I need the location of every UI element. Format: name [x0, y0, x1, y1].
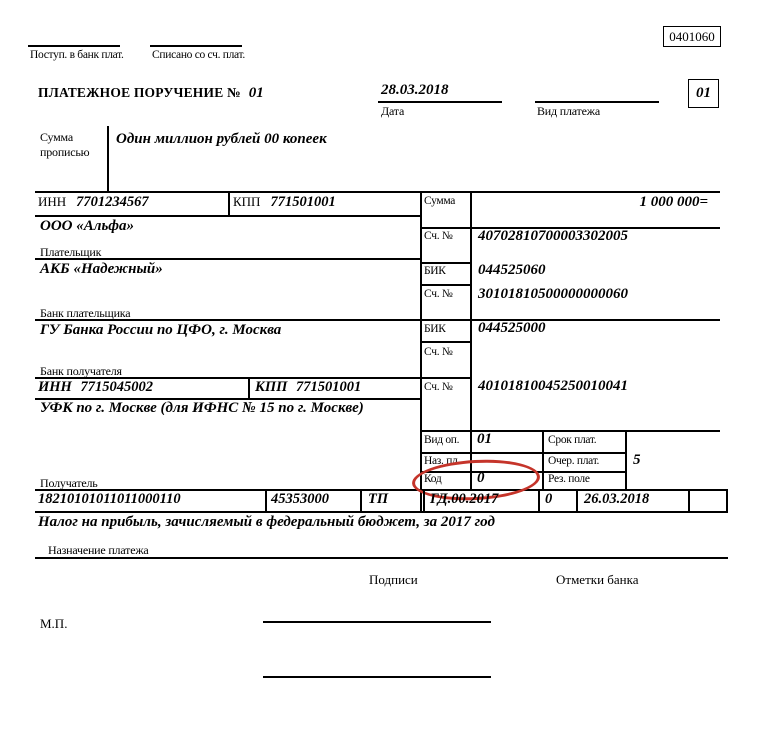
document-number: 01	[248, 85, 264, 101]
payer-account-value: 40702810700003302005	[478, 228, 628, 244]
payee-kpp-label: КПП	[255, 379, 288, 395]
payer-inn-value: 7701234567	[76, 194, 149, 210]
document-date: 28.03.2018	[381, 82, 449, 98]
form-code: 0401060	[669, 28, 715, 44]
payee-account-value: 40101810045250010041	[478, 378, 628, 394]
amount-value: 1 000 000=	[639, 194, 708, 210]
payer-bank-bik-label-border	[420, 284, 472, 286]
payee-inn-value: 7715045002	[80, 379, 153, 395]
debited-account-line	[150, 45, 242, 47]
payer-kpp-label: КПП	[233, 194, 261, 209]
code-value: 0	[477, 470, 485, 486]
payee-section-label: Получатель	[40, 476, 98, 490]
payer-bank-bik-label: БИК	[424, 265, 446, 277]
tax-divider-6	[688, 489, 690, 511]
payee-kpp-value: 771501001	[296, 379, 362, 395]
operation-row1-border	[420, 452, 627, 454]
payee-bank-bik-label: БИК	[424, 323, 446, 335]
payee-account-label: Сч. №	[424, 381, 453, 393]
payment-purpose-label: Назначение платежа	[48, 543, 149, 557]
payer-bank-bik-value: 044525060	[478, 262, 546, 278]
payee-bank-bik-label-border	[420, 341, 472, 343]
label-column-divider	[470, 191, 472, 489]
payee-bank-account-label: Сч. №	[424, 346, 453, 358]
payment-term-label: Срок плат.	[548, 434, 597, 446]
payment-purpose-text: Налог на прибыль, зачисляемый в федеральный бюджет, за 2017 год	[38, 514, 495, 530]
code-label: Код	[424, 473, 442, 485]
date-underline	[378, 101, 502, 103]
payer-bank-section-border	[35, 319, 720, 321]
payee-inn-kpp-divider	[248, 377, 250, 400]
tax-row-right-border	[726, 489, 728, 511]
payee-name: УФК по г. Москве (для ИФНС № 15 по г. Москве)	[40, 400, 364, 416]
tax-divider-5	[576, 489, 578, 511]
payer-account-label-border	[420, 262, 472, 264]
payer-account-label: Сч. №	[424, 230, 453, 242]
purpose-code-label: Наз. пл.	[424, 455, 461, 467]
amount-label: Сумма	[424, 195, 456, 207]
tax-divider-2	[360, 489, 362, 511]
payer-bank-account-label: Сч. №	[424, 288, 453, 300]
amount-words-value: Один миллион рублей 00 копеек	[116, 131, 327, 147]
payer-section-label: Плательщик	[40, 245, 102, 259]
payment-type-label: Вид платежа	[537, 104, 600, 118]
signatures-label: Подписи	[369, 572, 418, 587]
tax-divider-3	[423, 489, 425, 511]
tax-divider-4	[538, 489, 540, 511]
payment-basis-value: ТП	[368, 491, 389, 507]
payer-inn-label: ИНН	[38, 194, 67, 209]
left-right-divider	[420, 191, 422, 511]
document-title: ПЛАТЕЖНОЕ ПОРУЧЕНИЕ №	[38, 85, 241, 100]
payer-inn-kpp-divider	[228, 191, 230, 217]
operation-right-label-divider	[625, 430, 627, 491]
payer-kpp-value: 771501001	[270, 194, 336, 210]
bank-marks-label: Отметки банка	[556, 572, 639, 587]
priority-value: 5	[633, 452, 641, 468]
payer-name: ООО «Альфа»	[40, 218, 135, 234]
payer-bank-section-label: Банк плательщика	[40, 306, 131, 320]
tax-doc-number-value: 0	[545, 491, 553, 507]
tax-period-value: ГД.00.2017	[430, 491, 499, 507]
oktmo-value: 45353000	[271, 491, 329, 507]
amount-words-divider	[107, 126, 109, 191]
reserve-field-label: Рез. поле	[548, 473, 590, 485]
payer-bank-name: АКБ «Надежный»	[40, 261, 163, 277]
payment-type-box	[688, 79, 719, 108]
tax-doc-date-value: 26.03.2018	[584, 491, 650, 507]
signature-line-1	[263, 621, 491, 623]
operation-type-label: Вид оп.	[424, 434, 460, 446]
received-bank-label: Поступ. в банк плат.	[30, 49, 124, 61]
payee-bank-bik-value: 044525000	[478, 320, 546, 336]
operation-mid-divider	[542, 430, 544, 491]
received-bank-line	[28, 45, 120, 47]
payment-type-value: 01	[696, 85, 711, 101]
form-code-box	[663, 26, 721, 47]
payer-bank-account-value: 30101810500000000060	[478, 286, 628, 302]
signature-line-2	[263, 676, 491, 678]
date-label: Дата	[381, 104, 405, 118]
payee-bank-section-label: Банк получателя	[40, 364, 122, 378]
payee-inn-label: ИНН	[38, 379, 72, 395]
kbk-value: 18210101011011000110	[38, 491, 181, 507]
payee-bank-name: ГУ Банка России по ЦФО, г. Москва	[40, 322, 282, 338]
amount-words-label: Сумма прописью	[40, 130, 90, 159]
tax-row-bottom-border	[35, 511, 728, 513]
stamp-label: М.П.	[40, 616, 68, 631]
debited-account-label: Списано со сч. плат.	[152, 49, 245, 61]
tax-divider-1	[265, 489, 267, 511]
payment-type-line	[535, 101, 659, 103]
operation-type-value: 01	[477, 431, 492, 447]
operation-table-top-border	[420, 430, 720, 432]
priority-label: Очер. плат.	[548, 455, 600, 467]
